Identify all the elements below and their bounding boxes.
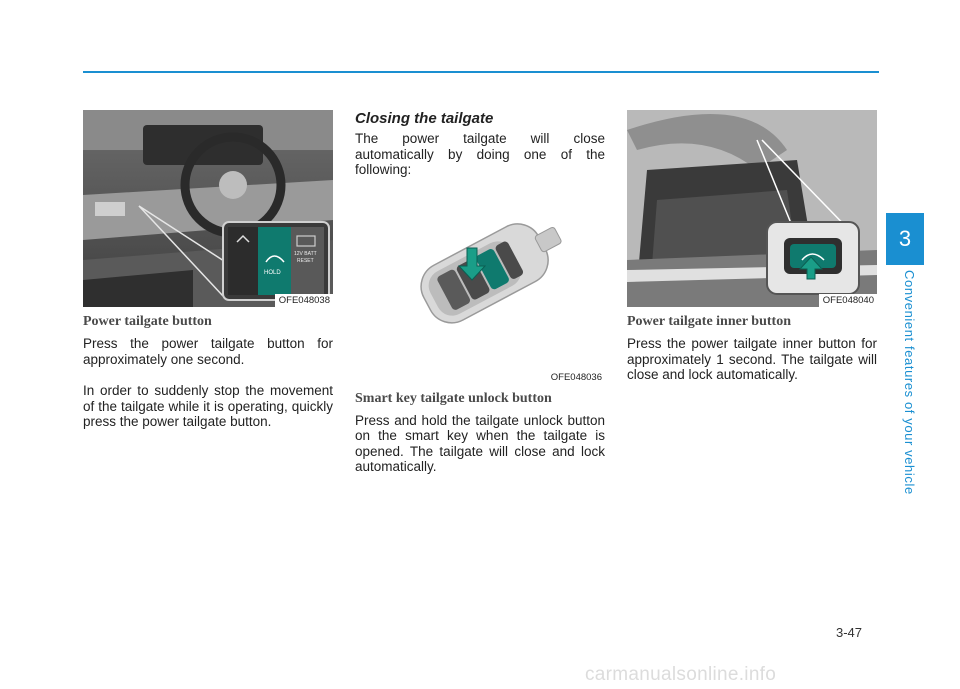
intro-paragraph: The power tailgate will close automatically by doing one of the following:: [355, 131, 605, 177]
figure-caption: Smart key tailgate unlock button: [355, 390, 552, 406]
hold-label: HOLD: [264, 270, 281, 276]
figure-caption: Power tailgate inner button: [627, 314, 791, 329]
tailgate-illustration: [627, 110, 877, 307]
smart-key-illustration: [355, 188, 605, 384]
column-inner-button: [627, 110, 877, 399]
figure-code: OFE048038: [275, 294, 333, 307]
column-power-tailgate-button: [83, 110, 333, 446]
top-rule: [83, 71, 879, 73]
column-closing-tailgate: [355, 110, 605, 491]
tailgate-figure: [627, 110, 877, 307]
figure-code: OFE048040: [819, 294, 877, 307]
paragraph: In order to suddenly stop the movement of the tailgate while it is operating, quickly press the power tailgate button.: [83, 383, 333, 429]
figure-code: OFE048036: [550, 371, 602, 383]
smart-key-figure: [355, 188, 605, 384]
dashboard-figure: [83, 110, 333, 307]
figure-caption: Power tailgate button: [83, 314, 212, 329]
chapter-tab: 3: [886, 213, 924, 265]
section-heading: Closing the tailgate: [355, 110, 494, 127]
batt-label-2: RESET: [297, 258, 314, 264]
paragraph: Press the power tailgate button for approximately one second.: [83, 336, 333, 367]
paragraph: Press and hold the tailgate unlock button on the smart key when the tailgate is opened. The tailgate will close and lock automatically.: [355, 412, 605, 474]
dashboard-illustration: [83, 110, 333, 307]
paragraph: Press the power tailgate inner button for approximately 1 second. The tailgate will close and lock automatically.: [627, 336, 877, 382]
watermark: carmanualsonline.info: [585, 664, 777, 685]
batt-label-1: 12V BATT: [294, 251, 317, 257]
page-number: 3-47: [836, 625, 863, 640]
chapter-title: Convenient features of your vehicle: [902, 270, 917, 495]
